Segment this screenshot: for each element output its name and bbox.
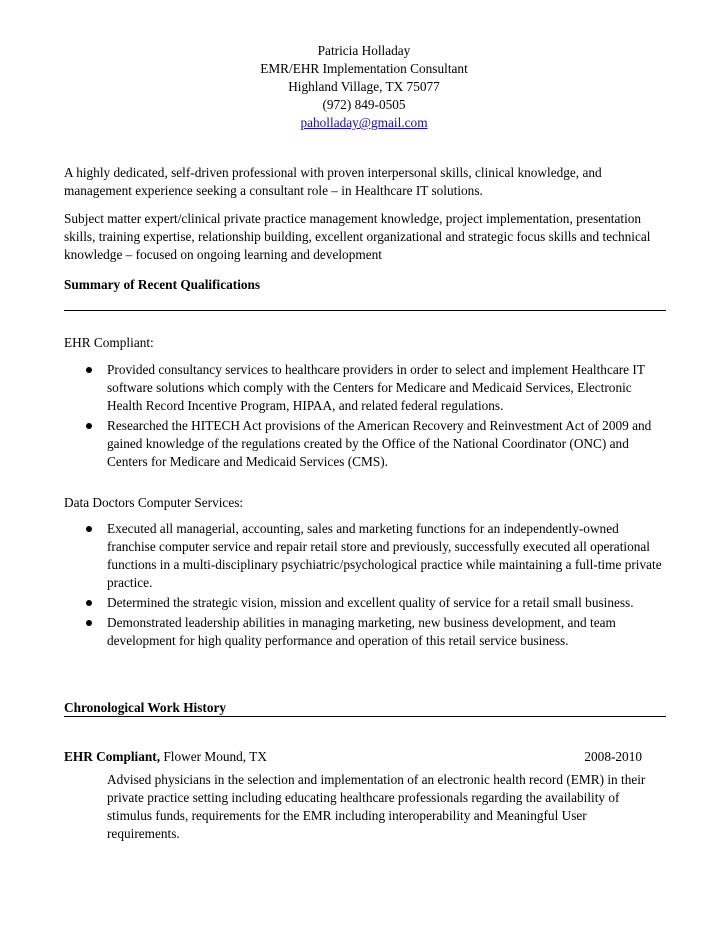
job-header [64,748,642,766]
bullet-icon [86,620,92,626]
company-data-doctors: Data Doctors Computer Services: [64,495,244,510]
email-link[interactable]: paholladay@gmail.com [300,115,428,130]
candidate-location: Highland Village, TX 75077 [288,79,440,94]
candidate-title: EMR/EHR Implementation Consultant [260,61,468,76]
bullet-icon [86,526,92,532]
work-history-heading: Chronological Work History [64,700,227,715]
list-item [64,614,666,650]
job-years: 2008-2010 [584,749,642,764]
candidate-name: Patricia Holladay [317,43,411,58]
job-location: Flower Mound, TX [160,749,267,764]
qualifications-heading: Summary of Recent Qualifications [64,277,261,292]
job-employer: EHR Compliant, [64,749,161,764]
bullet-text: Determined the strategic vision, mission and excellent quality of service for a retail small business. [107,595,634,610]
ehr-compliant-bullets [64,361,666,471]
list-item [64,520,666,592]
bullet-text: Researched the HITECH Act provisions of the American Recovery and Reinvestment Act of 2009 and gained knowledge of the regulations created by the Office of the National Coordinator (ONC) and Centers for Medicare and Medicaid Services (CMS). [107,418,652,469]
job-description: Advised physicians in the selection and implementation of an electronic health record (EMR) in their private practice setting including educating healthcare professionals regarding the availability of stimulus funds, requirements for the EMR including interoperability and Meaningful User requirements. [107,772,646,841]
bullet-text: Demonstrated leadership abilities in managing marketing, new business development, and team development for high quality performance and operation of this retail service business. [107,615,616,648]
bullet-text: Executed all managerial, accounting, sales and marketing functions for an independently-owned franchise computer service and repair retail store and previously, successfully executed all operational functions in a multi-disciplinary psychiatric/psychological practice while maintaining a full-time private practice. [107,521,662,590]
bullet-icon [86,423,92,429]
bullet-icon [86,600,92,606]
candidate-phone: (972) 849-0505 [322,97,406,112]
list-item [64,594,666,612]
section-divider [64,310,666,311]
bullet-icon [86,367,92,373]
company-ehr-compliant: EHR Compliant: [64,335,154,350]
contact-header [0,42,728,132]
intro-paragraph-1: A highly dedicated, self-driven professional with proven interpersonal skills, clinical knowledge, and management experience seeking a consultant role – in Healthcare IT solutions. [64,165,602,198]
list-item [64,361,666,415]
data-doctors-bullets [64,520,666,650]
section-divider [64,716,666,717]
list-item [64,417,666,471]
bullet-text: Provided consultancy services to healthcare providers in order to select and implement Healthcare IT software solutions which comply with the Centers for Medicare and Medicaid Services, Electronic Health Record Incentive Program, HIPAA, and related federal regulations. [107,362,645,413]
intro-paragraph-2: Subject matter expert/clinical private practice management knowledge, project implementation, presentation skills, training expertise, relationship building, excellent organizational and strategic focus skills and technical knowledge – focused on ongoing learning and development [64,211,651,262]
